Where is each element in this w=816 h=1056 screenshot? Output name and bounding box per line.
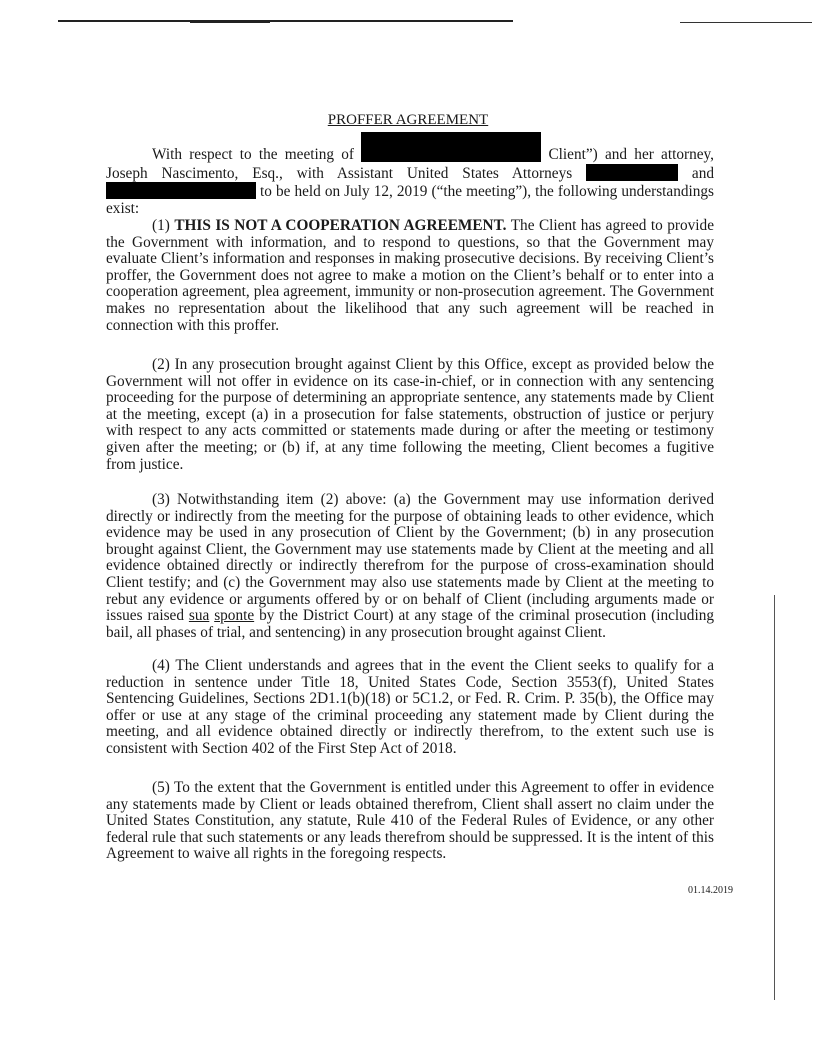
paragraph-4 [106, 658, 714, 758]
paragraph-3 [106, 492, 714, 641]
intro-text-3: and [691, 164, 715, 182]
p3-sua: sua [188, 607, 210, 625]
p1-heading: THIS IS NOT A COOPERATION AGREEMENT. [174, 217, 507, 234]
paragraph-1 [106, 218, 714, 334]
document-title: PROFFER AGREEMENT [327, 112, 489, 128]
intro-text-2: Client”) and her attorney, Joseph Nascimento, Esq., with Assistant United States Attorneys [106, 146, 714, 182]
p3-text-b: by the District Court) at any stage of the criminal prosecution (including bail, all phases of trial, and sentencing) in any prosecution brought against Client. [106, 607, 714, 641]
p3-text-a: (3) Notwithstanding item (2) above: (a) the Government may use information derived directly or indirectly from the meeting for the purpose of obtaining leads to other evidence, which evidence may be used in any prosecution of Client by the Government; (b) in any prosecution brought against Client, the Government may use statements made by Client at the meeting and all evidence obtained directly or indirectly therefrom for the purpose of cross-examination should Client testify; and (c) the Government may also use statements made by Client at the meeting to rebut any evidence or arguments offered by or on behalf of Client (including arguments made or issues raised [106, 491, 714, 625]
intro-paragraph [106, 146, 714, 217]
intro-text-1: With respect to the meeting of [152, 146, 355, 163]
paragraph-2 [106, 357, 714, 473]
redaction-ausa-1 [586, 164, 678, 181]
redaction-ausa-2 [106, 182, 256, 199]
scan-margin-line [774, 595, 775, 1000]
scan-top-rule-mark [190, 20, 270, 23]
p1-body: The Client has agreed to provide the Government with information, and to respond to questions, so that the Government may evaluate Client’s information and responses in making prosecutive decisions. By receiving Client’s proffer, the Government does not agree to make a motion on the Client’s behalf or to enter into a cooperation agreement, plea agreement, immunity or non-prosecution agreement. The Government makes no representation about the likelihood that any such agreement will be reached in connection with this proffer. [106, 217, 714, 334]
paragraph-5 [106, 780, 714, 863]
p1-number: (1) [152, 217, 170, 234]
p5-text: (5) To the extent that the Government is entitled under this Agreement to offer in evidence any statements made by Client or leads obtained therefrom, Client shall assert no claim under the United States Constitution, any statute, Rule 410 of the Federal Rules of Evidence, or any other federal rule that such statements or any leads therefrom should be suppressed. It is the intent of this Agreement to waive all rights in the foregoing respects. [106, 779, 714, 863]
scan-top-rule [58, 20, 513, 22]
intro-text-4: to be held on July 12, 2019 (“the meeting”), the following understandings exist: [106, 183, 714, 217]
p2-text: (2) In any prosecution brought against Client by this Office, except as provided below the Government will not offer in evidence on its case-in-chief, or in connection with any sentencing proceeding for the purpose of determining an appropriate sentence, any statements made by Client at the meeting, except (a) in a prosecution for false statements, obstruction of justice or perjury with respect to any acts committed or statements made during or after the meeting or testimony given after the meeting; or (b) if, at any time following the meeting, Client becomes a fugitive from justice. [106, 356, 714, 473]
redaction-client-name [361, 132, 541, 162]
p3-sponte: sponte [214, 607, 255, 625]
scan-top-rule-right [680, 22, 812, 23]
footer-version-date: 01.14.2019 [688, 885, 733, 896]
p4-text: (4) The Client understands and agrees that in the event the Client seeks to qualify for a reduction in sentence under Title 18, United States Code, Section 3553(f), United States Sentencing Guidelines, Sections 2D1.1(b)(18) or 5C1.2, or Fed. R. Crim. P. 35(b), the Office may offer or use at any stage of the criminal proceeding any statement made by Client during the meeting, and all evidence obtained directly or indirectly therefrom, to the extent such use is consistent with Section 402 of the First Step Act of 2018. [106, 657, 714, 757]
